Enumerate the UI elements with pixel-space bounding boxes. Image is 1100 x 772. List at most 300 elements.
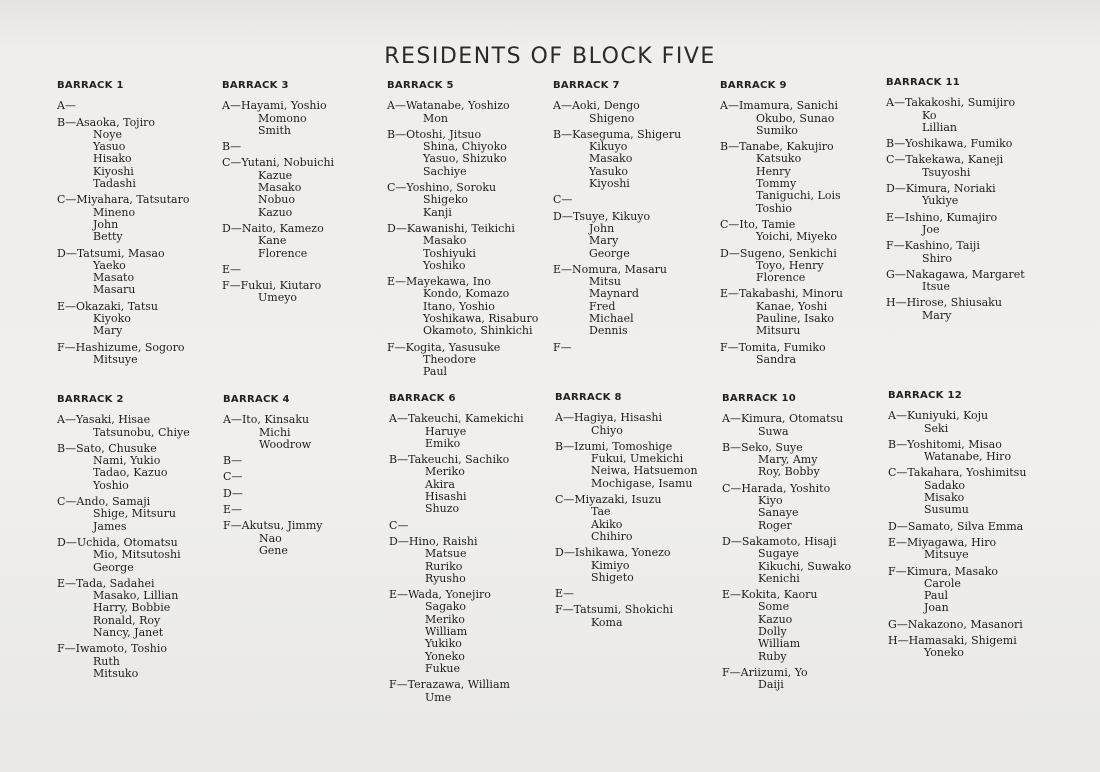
barrack-heading: BARRACK 5 xyxy=(387,80,454,91)
resident-name: Nao xyxy=(259,531,282,545)
apartment-first-line xyxy=(553,264,721,276)
apartment-entry xyxy=(57,414,225,439)
resident-name: Samato, Silva Emma xyxy=(907,519,1024,533)
resident-name: Shina, Chiyoko xyxy=(423,140,507,154)
resident-name: Yoichi, Miyeko xyxy=(756,230,837,244)
apartment-letter: E— xyxy=(886,210,906,224)
apartment-first-line xyxy=(389,589,557,601)
barrack-8 xyxy=(555,392,723,633)
resident-name: Kiyoshi xyxy=(589,177,630,191)
barrack-heading: BARRACK 3 xyxy=(222,80,289,91)
resident-name: Mitsuru xyxy=(756,324,801,338)
apartment-first-line xyxy=(223,455,391,467)
apartment-entry xyxy=(886,212,1054,237)
apartment-entry xyxy=(886,269,1054,294)
resident-name: Tatsunobu, Chiye xyxy=(93,425,190,439)
apartment-entry xyxy=(888,619,1056,631)
apartment-letter: F— xyxy=(886,239,905,253)
apartment-letter: F— xyxy=(720,340,739,354)
apartment-letter: F— xyxy=(722,665,741,679)
resident-name: Aoki, Dengo xyxy=(571,99,640,113)
resident-name: Kazuo xyxy=(258,205,293,219)
apartment-letter: A— xyxy=(387,99,406,113)
apartment-first-line xyxy=(389,413,557,425)
apartment-entry xyxy=(57,194,225,243)
resident-name: Watanabe, Hiro xyxy=(924,450,1012,464)
apartment-letter: E— xyxy=(57,299,77,313)
resident-name: Okazaki, Tatsu xyxy=(76,299,158,313)
resident-name: Yoneko xyxy=(425,649,465,663)
apartment-entry xyxy=(389,454,557,515)
apartment-first-line xyxy=(888,566,1056,578)
resident-name: Kawanishi, Teikichi xyxy=(406,221,515,235)
apartment-first-line xyxy=(886,154,1054,166)
apartment-entry xyxy=(57,117,225,191)
resident-name: Yasuko xyxy=(589,164,628,178)
apartment-first-line xyxy=(886,97,1054,109)
apartment-letter: D— xyxy=(555,546,575,560)
resident-name: Kimura, Masako xyxy=(906,564,999,578)
resident-name: Sandra xyxy=(756,352,797,366)
resident-name: Ryusho xyxy=(425,571,466,585)
apartment-entry xyxy=(720,248,888,285)
resident-name: Matsue xyxy=(425,547,467,561)
apartment-first-line xyxy=(57,643,225,655)
apartment-entry xyxy=(886,138,1054,150)
apartment-first-line xyxy=(720,100,888,112)
resident-name: Kuniyuki, Koju xyxy=(906,409,989,423)
apartment-entry xyxy=(57,248,225,297)
apartment-entry xyxy=(720,288,888,337)
resident-name: Maynard xyxy=(589,287,639,301)
resident-name: Mary, Amy xyxy=(758,453,818,467)
resident-name: Ruby xyxy=(758,649,787,663)
resident-name: Dennis xyxy=(589,324,628,338)
apartment-first-line xyxy=(389,536,557,548)
apartment-entry xyxy=(222,141,390,153)
barrack-11 xyxy=(886,77,1054,326)
apartment-first-line xyxy=(722,413,890,425)
resident-name: John xyxy=(589,221,615,235)
resident-name: Masato xyxy=(93,271,135,285)
apartment-first-line xyxy=(886,297,1054,309)
barrack-heading: BARRACK 2 xyxy=(57,394,124,405)
resident-name: Mio, Mitsutoshi xyxy=(93,548,181,562)
apartment-entry xyxy=(886,183,1054,208)
apartment-first-line xyxy=(722,483,890,495)
apartment-entry xyxy=(553,264,721,338)
apartment-letter: E— xyxy=(387,275,407,289)
resident-name: Takeuchi, Sachiko xyxy=(408,453,510,467)
barrack-2 xyxy=(57,394,225,684)
apartment-entry xyxy=(720,342,888,367)
apartment-entry xyxy=(387,182,555,219)
resident-name: Kimiyo xyxy=(591,558,630,572)
apartment-entry xyxy=(223,520,391,557)
resident-name: Uchida, Otomatsu xyxy=(76,535,178,549)
resident-name: Suwa xyxy=(758,424,789,438)
resident-name: Gene xyxy=(259,543,288,557)
apartment-first-line xyxy=(57,100,225,112)
apartment-entry xyxy=(886,97,1054,134)
resident-name: Pauline, Isako xyxy=(756,312,835,326)
apartment-letter: B— xyxy=(888,437,908,451)
apartment-entry xyxy=(57,100,225,112)
resident-name: Ruth xyxy=(93,654,120,668)
resident-name: Haruye xyxy=(425,424,467,438)
apartment-letter: A— xyxy=(223,413,242,427)
barrack-3 xyxy=(222,80,390,309)
resident-name: Takeuchi, Kamekichi xyxy=(407,412,524,426)
apartment-letter: C— xyxy=(555,493,575,507)
resident-name: Kiyoshi xyxy=(93,164,134,178)
resident-name: Iwamoto, Toshio xyxy=(75,642,168,656)
apartment-letter: F— xyxy=(555,603,574,617)
apartment-first-line xyxy=(553,100,721,112)
resident-name: Kogita, Yasusuke xyxy=(405,340,501,354)
resident-name: Meriko xyxy=(425,612,465,626)
apartment-letter: E— xyxy=(720,287,740,301)
apartment-entry xyxy=(720,219,888,244)
apartment-letter: F— xyxy=(389,678,408,692)
resident-name: Susumu xyxy=(924,503,969,517)
resident-name: Yaeko xyxy=(93,258,126,272)
resident-name: Yoshio xyxy=(93,478,129,492)
resident-name: Hisako xyxy=(93,152,132,166)
resident-name: Nakagawa, Margaret xyxy=(905,267,1025,281)
apartment-first-line xyxy=(886,138,1054,150)
resident-name: Imamura, Sanichi xyxy=(738,99,839,113)
barrack-heading: BARRACK 1 xyxy=(57,80,124,91)
resident-name: Mon xyxy=(423,111,448,125)
apartment-first-line xyxy=(553,194,721,206)
apartment-entry xyxy=(555,441,723,490)
resident-name: Mitsuye xyxy=(924,548,969,562)
apartment-letter: F— xyxy=(222,279,241,293)
resident-name: Kashino, Taiji xyxy=(904,239,980,253)
apartment-letter: D— xyxy=(389,534,409,548)
resident-name: Ruriko xyxy=(425,559,463,573)
apartment-letter: D— xyxy=(886,182,906,196)
resident-name: Shigeto xyxy=(591,570,634,584)
apartment-entry xyxy=(886,154,1054,179)
resident-name: Kokita, Kaoru xyxy=(741,588,818,602)
resident-name: Kane xyxy=(258,234,287,248)
apartment-letter: C— xyxy=(888,466,908,480)
resident-name: Noye xyxy=(93,127,122,141)
apartment-first-line xyxy=(886,240,1054,252)
apartment-first-line xyxy=(387,100,555,112)
resident-name: Michi xyxy=(259,425,291,439)
resident-name: Kikuyo xyxy=(589,140,628,154)
resident-name: Takabashi, Minoru xyxy=(739,287,843,301)
barrack-9 xyxy=(720,80,888,370)
apartment-first-line xyxy=(888,467,1056,479)
resident-name: Sachiye xyxy=(423,164,467,178)
resident-name: Tatsumi, Masao xyxy=(76,246,165,260)
resident-name: Kenichi xyxy=(758,571,800,585)
apartment-first-line xyxy=(555,547,723,559)
resident-name: Kaseguma, Shigeru xyxy=(572,127,682,141)
apartment-entry xyxy=(223,471,391,483)
apartment-letter: E— xyxy=(223,503,243,517)
resident-name: Hamasaki, Shigemi xyxy=(908,634,1017,648)
apartment-letter: D— xyxy=(223,486,243,500)
resident-name: Roy, Bobby xyxy=(758,465,820,479)
resident-name: Sagako xyxy=(425,600,466,614)
resident-name: Kazue xyxy=(258,168,293,182)
resident-name: Yoshikawa, Risaburo xyxy=(423,312,539,326)
resident-name: Akiko xyxy=(591,517,623,531)
resident-name: George xyxy=(589,246,630,260)
resident-name: Katsuko xyxy=(756,152,802,166)
apartment-letter: C— xyxy=(387,181,407,195)
apartment-first-line xyxy=(389,679,557,691)
apartment-letter: A— xyxy=(389,412,408,426)
resident-name: Takekawa, Kaneji xyxy=(905,153,1004,167)
apartment-entry xyxy=(387,342,555,379)
resident-name: Harada, Yoshito xyxy=(741,481,831,495)
resident-name: Taniguchi, Lois xyxy=(756,189,841,203)
barrack-heading: BARRACK 12 xyxy=(888,390,962,401)
resident-name: Mitsuye xyxy=(93,352,138,366)
apartment-first-line xyxy=(222,141,390,153)
resident-name: Tatsumi, Shokichi xyxy=(573,603,673,617)
apartment-letter: A— xyxy=(553,99,572,113)
apartment-first-line xyxy=(57,117,225,129)
apartment-first-line xyxy=(888,537,1056,549)
apartment-letter: H— xyxy=(888,634,909,648)
resident-name: Daiji xyxy=(758,678,784,692)
resident-name: Nancy, Janet xyxy=(93,626,164,640)
resident-name: Tsuye, Kikuyo xyxy=(572,209,651,223)
apartment-entry xyxy=(57,301,225,338)
resident-name: Seki xyxy=(924,421,949,435)
apartment-letter: F— xyxy=(57,642,76,656)
resident-name: Yutani, Nobuichi xyxy=(241,156,335,170)
apartment-entry xyxy=(57,578,225,639)
resident-name: Masako xyxy=(589,152,633,166)
resident-name: Mitsuko xyxy=(93,666,139,680)
apartment-entry xyxy=(223,504,391,516)
resident-name: Dolly xyxy=(758,625,787,639)
resident-name: Yasuo, Shizuko xyxy=(423,152,507,166)
apartment-letter: C— xyxy=(57,495,77,509)
resident-name: Nomura, Masaru xyxy=(572,262,667,276)
resident-name: Hino, Raishi xyxy=(408,534,478,548)
apartment-first-line xyxy=(553,129,721,141)
apartment-first-line xyxy=(222,100,390,112)
resident-name: Shiro xyxy=(922,251,953,265)
apartment-first-line xyxy=(387,223,555,235)
apartment-first-line xyxy=(222,264,390,276)
apartment-entry xyxy=(888,410,1056,435)
resident-name: Hirose, Shiusaku xyxy=(906,296,1002,310)
apartment-entry xyxy=(555,547,723,584)
resident-name: Seko, Suye xyxy=(741,440,803,454)
resident-name: Tadao, Kazuo xyxy=(93,466,168,480)
resident-name: Yoshikawa, Fumiko xyxy=(905,137,1013,151)
apartment-first-line xyxy=(888,410,1056,422)
resident-name: Wada, Yonejiro xyxy=(408,588,491,602)
resident-name: Itsue xyxy=(922,280,951,294)
apartment-first-line xyxy=(720,342,888,354)
apartment-first-line xyxy=(57,194,225,206)
resident-name: Nami, Yukio xyxy=(93,454,161,468)
apartment-entry xyxy=(553,129,721,190)
barrack-heading: BARRACK 6 xyxy=(389,393,456,404)
apartment-letter: D— xyxy=(57,535,77,549)
apartment-letter: B— xyxy=(553,127,573,141)
resident-name: Sakamoto, Hisaji xyxy=(741,534,837,548)
resident-name: Mary xyxy=(922,308,952,322)
resident-name: Chiyo xyxy=(591,423,623,437)
resident-name: Tae xyxy=(591,505,611,519)
barrack-heading: BARRACK 11 xyxy=(886,77,960,88)
resident-name: Hayami, Yoshio xyxy=(240,99,327,113)
apartment-entry xyxy=(57,537,225,574)
apartment-entry xyxy=(888,467,1056,516)
resident-name: Paul xyxy=(924,589,949,603)
apartment-entry xyxy=(722,442,890,479)
apartment-letter: F— xyxy=(888,564,907,578)
apartment-entry xyxy=(555,494,723,543)
apartment-letter: D— xyxy=(720,246,740,260)
apartment-letter: D— xyxy=(722,534,742,548)
resident-name: Chihiro xyxy=(591,529,633,543)
apartment-entry xyxy=(222,223,390,260)
resident-name: George xyxy=(93,560,134,574)
apartment-first-line xyxy=(555,412,723,424)
apartment-letter: F— xyxy=(387,340,406,354)
apartment-entry xyxy=(387,276,555,337)
resident-name: Watanabe, Yoshizo xyxy=(405,99,510,113)
apartment-entry xyxy=(389,679,557,704)
resident-name: Nakazono, Masanori xyxy=(907,617,1023,631)
resident-name: Fred xyxy=(589,299,616,313)
resident-name: Koma xyxy=(591,615,623,629)
apartment-first-line xyxy=(223,414,391,426)
barrack-1 xyxy=(57,80,225,370)
apartment-letter: D— xyxy=(222,221,242,235)
apartment-entry xyxy=(720,100,888,137)
resident-name: James xyxy=(93,519,127,533)
barrack-5 xyxy=(387,80,555,383)
apartment-entry xyxy=(555,604,723,629)
apartment-letter: A— xyxy=(57,413,76,427)
resident-name: Okamoto, Shinkichi xyxy=(423,324,533,338)
resident-name: Umeyo xyxy=(258,291,298,305)
resident-name: Ariizumi, Yo xyxy=(740,665,808,679)
resident-name: Shigeko xyxy=(423,193,468,207)
resident-name: Yoshitomi, Misao xyxy=(907,437,1002,451)
apartment-letter: H— xyxy=(886,296,907,310)
apartment-first-line xyxy=(722,667,890,679)
apartment-entry xyxy=(553,342,721,354)
apartment-letter: B— xyxy=(886,137,906,151)
resident-name: Itano, Yoshio xyxy=(423,299,495,313)
barrack-4 xyxy=(223,394,391,561)
apartment-entry xyxy=(888,635,1056,660)
barrack-heading: BARRACK 9 xyxy=(720,80,787,91)
apartment-letter: C— xyxy=(553,193,573,207)
apartment-entry xyxy=(722,536,890,585)
apartment-letter: B— xyxy=(223,454,243,468)
apartment-letter: B— xyxy=(57,441,77,455)
resident-name: Mochigase, Isamu xyxy=(591,476,693,490)
resident-name: Kondo, Komazo xyxy=(423,287,510,301)
apartment-first-line xyxy=(389,454,557,466)
resident-name: Yukiko xyxy=(425,637,462,651)
apartment-first-line xyxy=(886,183,1054,195)
resident-name: Florence xyxy=(258,246,308,260)
resident-name: Meriko xyxy=(425,465,465,479)
apartment-first-line xyxy=(223,471,391,483)
apartment-first-line xyxy=(57,414,225,426)
resident-name: Masako, Lillian xyxy=(93,589,179,603)
resident-name: Ando, Samaji xyxy=(76,495,151,509)
resident-name: Fukui, Umekichi xyxy=(591,452,684,466)
apartment-entry xyxy=(387,223,555,272)
resident-name: Neiwa, Hatsuemon xyxy=(591,464,698,478)
apartment-entry xyxy=(387,100,555,125)
resident-name: Toshio xyxy=(756,201,792,215)
resident-name: Mary xyxy=(93,324,123,338)
resident-name: Kanji xyxy=(423,205,452,219)
resident-name: Hashizume, Sogoro xyxy=(75,340,185,354)
apartment-letter: D— xyxy=(888,519,908,533)
resident-name: Masako xyxy=(423,234,467,248)
resident-name: Woodrow xyxy=(259,437,312,451)
resident-name: Paul xyxy=(423,365,448,379)
barrack-heading: BARRACK 8 xyxy=(555,392,622,403)
barrack-7 xyxy=(553,80,721,358)
apartment-entry xyxy=(223,414,391,451)
apartment-letter: C— xyxy=(223,470,243,484)
apartment-letter: D— xyxy=(57,246,77,260)
apartment-letter: A— xyxy=(720,99,739,113)
apartment-letter: B— xyxy=(722,440,742,454)
apartment-first-line xyxy=(553,211,721,223)
apartment-first-line xyxy=(57,342,225,354)
apartment-letter: E— xyxy=(722,588,742,602)
apartment-entry xyxy=(722,589,890,663)
apartment-letter: E— xyxy=(553,262,573,276)
resident-name: Michael xyxy=(589,312,634,326)
resident-name: Kimura, Noriaki xyxy=(905,182,996,196)
resident-name: Momono xyxy=(258,111,307,125)
apartment-entry xyxy=(389,520,557,532)
apartment-entry xyxy=(222,100,390,137)
resident-name: Ito, Kinsaku xyxy=(241,413,310,427)
apartment-first-line xyxy=(722,536,890,548)
resident-name: Theodore xyxy=(423,352,476,366)
apartment-letter: A— xyxy=(886,96,905,110)
apartment-first-line xyxy=(222,223,390,235)
apartment-entry xyxy=(888,521,1056,533)
resident-name: Ishikawa, Yonezo xyxy=(574,546,671,560)
resident-name: Asaoka, Tojiro xyxy=(76,115,155,129)
apartment-letter: F— xyxy=(223,519,242,533)
resident-name: Hagiya, Hisashi xyxy=(573,411,662,425)
apartment-first-line xyxy=(886,212,1054,224)
resident-name: Fukui, Kiutaro xyxy=(240,279,322,293)
apartment-first-line xyxy=(720,288,888,300)
apartment-entry xyxy=(389,589,557,675)
apartment-letter: B— xyxy=(222,140,242,154)
apartment-letter: C— xyxy=(720,217,740,231)
apartment-entry xyxy=(223,488,391,500)
